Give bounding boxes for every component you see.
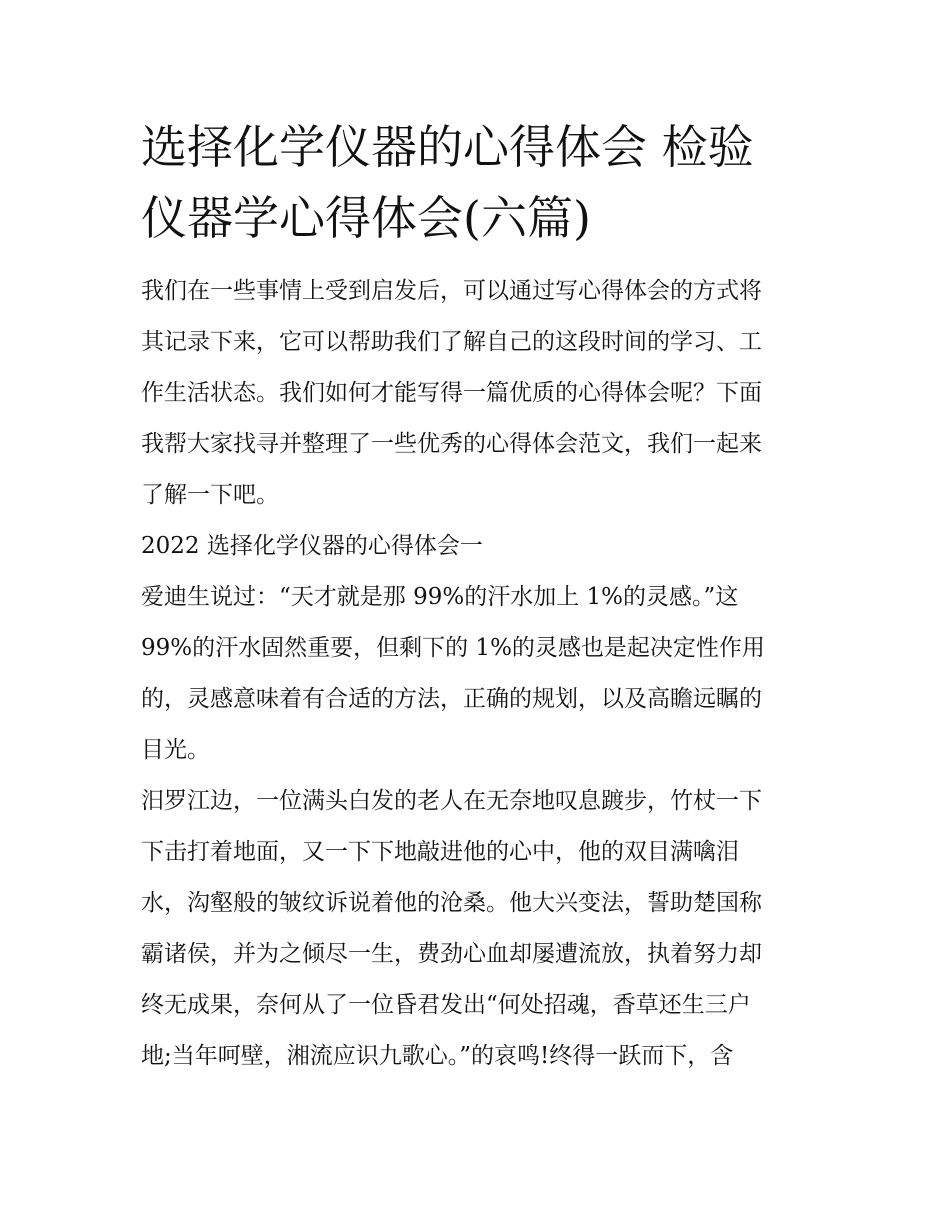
text-line: 作生活状态。我们如何才能写得一篇优质的心得体会呢？下面 [141,380,762,406]
text-line: 爱迪生说过：“天才就是那 99%的汗水加上 1%的灵感。”这 [141,584,739,610]
document-page [141,112,813,1082]
document-title [141,112,813,254]
text-line: 汨罗江边，一位满头白发的老人在无奈地叹息踱步，竹杖一下 [141,788,762,814]
text-line: 霸诸侯，并为之倾尽一生，费劲心血却屡遭流放，执着努力却 [141,941,762,967]
title-line: 选择化学仪器的心得体会 检验 [141,120,754,174]
text-line: 了解一下吧。 [141,482,279,508]
title-line: 仪器学心得体会(六篇) [141,191,591,245]
text-line: 目光。 [141,737,210,763]
text-line: 的，灵感意味着有合适的方法，正确的规划，以及高瞻远瞩的 [141,686,762,712]
text-line: 地;当年呵壁，湘流应识九歌心。”的哀鸣!终得一跃而下，含 [141,1043,734,1069]
text-line: 我帮大家找寻并整理了一些优秀的心得体会范文，我们一起来 [141,431,762,457]
text-line: 终无成果，奈何从了一位昏君发出“何处招魂，香草还生三户 [141,992,751,1018]
body-paragraph-2 [141,776,813,1082]
section-heading [141,521,813,572]
body-paragraph-1 [141,572,813,776]
text-line: 99%的汗水固然重要，但剩下的 1%的灵感也是起决定性作用 [141,635,765,661]
text-line: 水，沟壑般的皱纹诉说着他的沧桑。他大兴变法，誓助楚国称 [141,890,762,916]
text-line: 2022 选择化学仪器的心得体会一 [141,533,483,559]
text-line: 我们在一些事情上受到启发后，可以通过写心得体会的方式将 [141,278,762,304]
text-line: 其记录下来，它可以帮助我们了解自己的这段时间的学习、工 [141,329,762,355]
intro-paragraph [141,266,813,521]
text-line: 下击打着地面，又一下下地敲进他的心中，他的双目满噙泪 [141,839,739,865]
